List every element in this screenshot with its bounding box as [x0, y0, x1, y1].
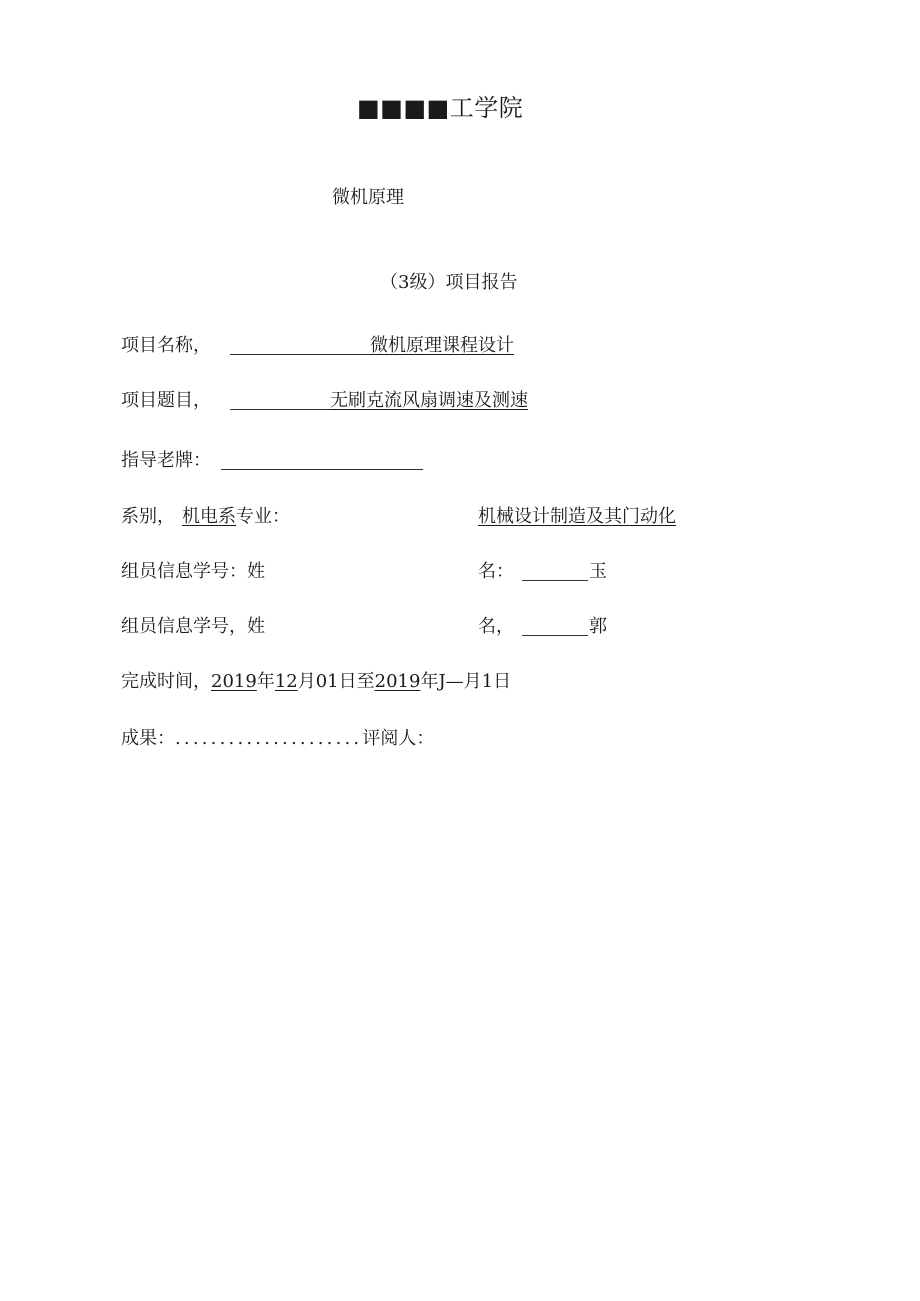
project-topic-underline — [230, 393, 330, 410]
department-value: 机电系 — [182, 506, 236, 527]
year-char-2: 年 — [420, 671, 439, 692]
result-label: 成果： — [121, 728, 175, 749]
member1-name-blank — [522, 564, 588, 581]
completion-time-row — [121, 673, 511, 691]
member2-label: 组员信息学号，姓 — [121, 616, 265, 637]
advisor-label: 指导老牌： — [121, 450, 211, 471]
project-name-value: 微机原理课程设计 — [370, 335, 514, 356]
project-name-label: 项目名称， — [121, 335, 211, 356]
report-subtitle: （3级）项目报告 — [380, 272, 518, 293]
member2-name-blank — [522, 619, 588, 636]
member2-name-value: 郭 — [589, 616, 607, 637]
completion-end-month: J— — [438, 671, 464, 692]
reviewer-label: 评阅人： — [362, 728, 435, 749]
result-row — [121, 730, 434, 748]
member1-name-label: 名： — [478, 561, 514, 582]
result-dots: ..................... — [175, 728, 363, 749]
completion-start-day: 01日至 — [315, 671, 375, 692]
member2-name-label: 名， — [478, 616, 514, 637]
project-topic-value: 无刷克流风扇调速及测速 — [330, 390, 528, 411]
month-char-1: 月 — [297, 671, 316, 692]
department-label: 系别， — [121, 506, 175, 527]
member1-label: 组员信息学号：姓 — [121, 561, 265, 582]
project-name-underline — [230, 338, 370, 355]
year-char-1: 年 — [256, 671, 275, 692]
completion-end-year: 2019 — [374, 671, 421, 692]
major-value: 机械设计制造及其门动化 — [478, 506, 676, 527]
major-label: 专业： — [236, 506, 290, 527]
member1-name-value: 玉 — [589, 561, 607, 582]
institution-title: ■■■■工学院 — [357, 94, 524, 122]
completion-end-day: 1日 — [481, 671, 512, 692]
month-char-2: 月 — [463, 671, 482, 692]
completion-start-year: 2019 — [211, 671, 257, 692]
completion-label: 完成时间， — [121, 671, 211, 692]
completion-start-month: 12 — [274, 671, 298, 692]
advisor-blank — [221, 453, 423, 470]
course-name: 微机原理 — [332, 187, 404, 208]
project-topic-label: 项目题目， — [121, 390, 211, 411]
